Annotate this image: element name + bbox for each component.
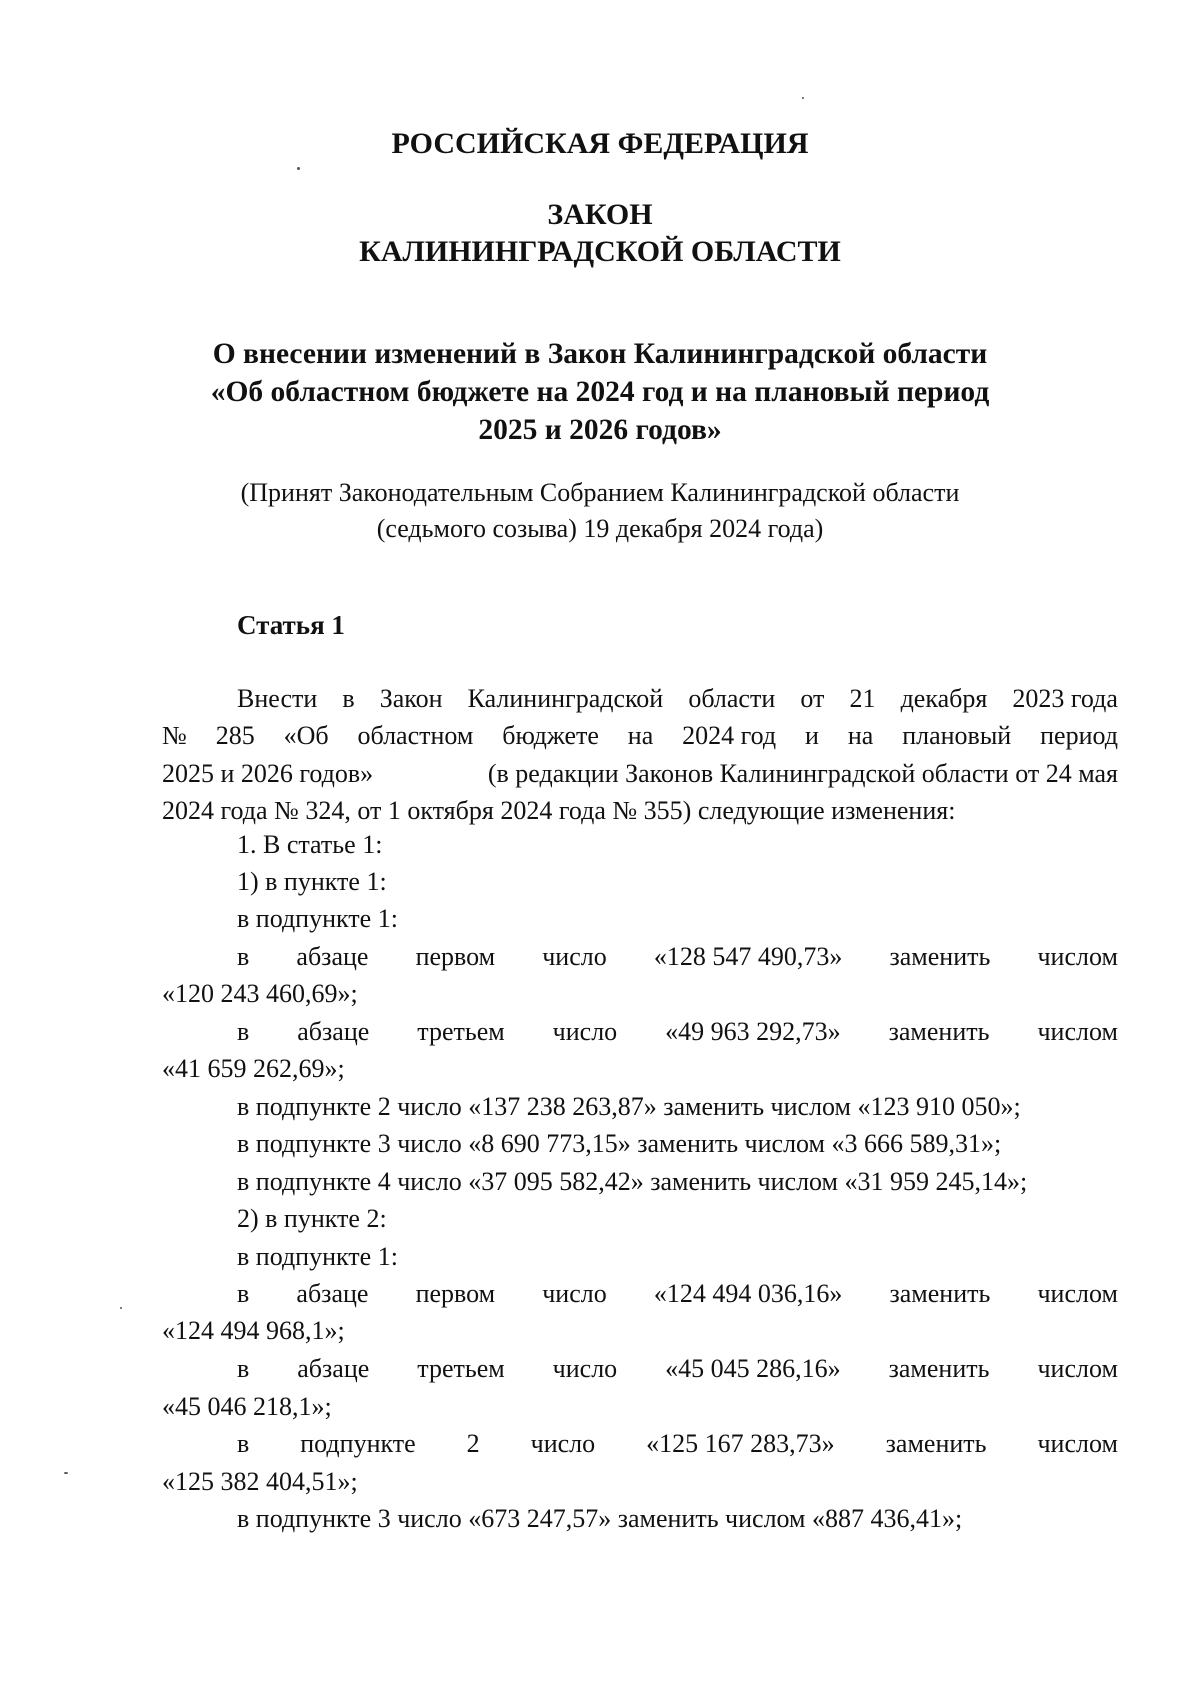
doc-type-heading: ЗАКОН bbox=[547, 198, 653, 231]
law-title-line-3: 2025 и 2026 годов» bbox=[478, 414, 722, 446]
word: «128 547 490,73» bbox=[653, 942, 843, 971]
word: 21 bbox=[849, 684, 876, 713]
point-2-subpoint-2 bbox=[237, 1427, 1118, 1461]
phrase: 2024 года № 324, от 1 октября 2024 года № 355) следующие изменения: bbox=[162, 796, 956, 826]
point-1-subpoint-3: в подпункте 3 число «8 690 773,15» заменить числом «3 666 589,31»; bbox=[237, 1129, 1002, 1158]
word: в bbox=[237, 1354, 250, 1383]
word: абзаце bbox=[297, 1354, 370, 1383]
intro-line-4 bbox=[162, 792, 1118, 829]
point-2-subpoint-1: в подпункте 1: bbox=[237, 1242, 398, 1271]
word: число bbox=[542, 942, 607, 971]
word: заменить bbox=[888, 1017, 990, 1046]
point-2-para-3-cont: «45 046 218,1»; bbox=[162, 1392, 332, 1421]
word: в bbox=[237, 942, 250, 971]
point-1-para-3-cont: «41 659 262,69»; bbox=[162, 1054, 345, 1083]
point-1: 1) в пункте 1: bbox=[237, 867, 387, 896]
word: числом bbox=[1037, 1017, 1118, 1046]
intro-paragraph bbox=[162, 680, 1118, 830]
word: заменить bbox=[889, 1279, 991, 1308]
word: области bbox=[688, 684, 776, 713]
word: абзаце bbox=[296, 1279, 369, 1308]
point-1-para-3 bbox=[237, 1015, 1118, 1049]
country-heading: РОССИЙСКАЯ ФЕДЕРАЦИЯ bbox=[391, 127, 809, 160]
point-1-subpoint-2: в подпункте 2 число «137 238 263,87» заменить числом «123 910 050»; bbox=[237, 1092, 1021, 1121]
point-1-subpoint-1: в подпункте 1: bbox=[237, 904, 398, 933]
word: в bbox=[237, 1017, 250, 1046]
word: период bbox=[1040, 721, 1118, 751]
scan-speck bbox=[802, 97, 804, 99]
point-1-subpoint-4: в подпункте 4 число «37 095 582,42» заменить числом «31 959 245,14»; bbox=[237, 1167, 1028, 1196]
article-heading: Статья 1 bbox=[237, 610, 345, 640]
word: третьем bbox=[417, 1354, 505, 1383]
scan-speck bbox=[64, 1472, 68, 1474]
phrase: 2025 и 2026 годов» bbox=[162, 758, 374, 788]
point-1-para-1-cont: «120 243 460,69»; bbox=[162, 979, 358, 1008]
point-2-para-1-cont: «124 494 968,1»; bbox=[162, 1316, 345, 1345]
word: «49 963 292,73» bbox=[665, 1017, 841, 1046]
word: первом bbox=[415, 1279, 496, 1308]
word: № bbox=[162, 721, 187, 751]
word: в bbox=[237, 1279, 250, 1308]
word: число bbox=[542, 1279, 607, 1308]
law-title-line-2: «Об областном бюджете на 2024 год и на плановый период bbox=[210, 376, 990, 408]
word: «Об bbox=[283, 721, 329, 751]
word: Закон bbox=[379, 684, 443, 713]
word: число bbox=[552, 1354, 618, 1383]
item-1: 1. В статье 1: bbox=[237, 830, 383, 859]
word: на bbox=[627, 721, 654, 751]
point-2-subpoint-2-cont: «125 382 404,51»; bbox=[162, 1467, 358, 1496]
word: 2023 года bbox=[1012, 684, 1118, 713]
point-2: 2) в пункте 2: bbox=[237, 1204, 387, 1233]
adoption-note-line-1: (Принят Законодательным Собранием Калининградской области bbox=[240, 478, 960, 507]
word: заменить bbox=[885, 1429, 987, 1458]
point-2-para-1 bbox=[237, 1277, 1118, 1311]
word: и bbox=[805, 721, 819, 751]
word: заменить bbox=[888, 1354, 990, 1383]
word: заменить bbox=[889, 942, 991, 971]
intro-line-2 bbox=[162, 717, 1118, 754]
word: числом bbox=[1037, 1429, 1118, 1458]
word: от bbox=[800, 684, 825, 713]
word: числом bbox=[1037, 1279, 1118, 1308]
point-1-para-1 bbox=[237, 940, 1118, 974]
phrase: (в редакции Законов Калининградской области от 24 мая bbox=[487, 758, 1118, 788]
region-heading: КАЛИНИНГРАДСКОЙ ОБЛАСТИ bbox=[359, 235, 841, 268]
word: плановый bbox=[902, 721, 1012, 751]
word: Внести bbox=[237, 684, 318, 713]
word: «45 045 286,16» bbox=[665, 1354, 841, 1383]
word: числом bbox=[1037, 1354, 1118, 1383]
word: 2 bbox=[466, 1429, 480, 1458]
word: в bbox=[237, 1429, 250, 1458]
word: абзаце bbox=[297, 1017, 370, 1046]
intro-line-1 bbox=[162, 680, 1118, 717]
word: декабря bbox=[900, 684, 988, 713]
point-2-subpoint-3: в подпункте 3 число «673 247,57» заменить числом «887 436,41»; bbox=[237, 1504, 963, 1533]
word: третьем bbox=[417, 1017, 505, 1046]
word: «124 494 036,16» bbox=[653, 1279, 843, 1308]
word: число bbox=[530, 1429, 596, 1458]
word: число bbox=[552, 1017, 618, 1046]
word: областном bbox=[357, 721, 474, 751]
word: Калининградской bbox=[467, 684, 664, 713]
adoption-note-line-2: (седьмого созыва) 19 декабря 2024 года) bbox=[376, 514, 824, 543]
intro-line-3 bbox=[162, 755, 1118, 792]
word: числом bbox=[1037, 942, 1118, 971]
word: на bbox=[847, 721, 874, 751]
word: абзаце bbox=[296, 942, 369, 971]
scan-speck bbox=[297, 167, 300, 170]
word: 2024 год bbox=[682, 721, 777, 751]
word: в bbox=[342, 684, 355, 713]
point-2-para-3 bbox=[237, 1352, 1118, 1386]
word: бюджете bbox=[502, 721, 599, 751]
scan-speck bbox=[120, 1307, 122, 1309]
word: подпункте bbox=[300, 1429, 416, 1458]
word: «125 167 283,73» bbox=[646, 1429, 835, 1458]
law-title-line-1: О внесении изменений в Закон Калининградской области bbox=[212, 338, 988, 370]
word: 285 bbox=[215, 721, 255, 751]
word: первом bbox=[415, 942, 496, 971]
